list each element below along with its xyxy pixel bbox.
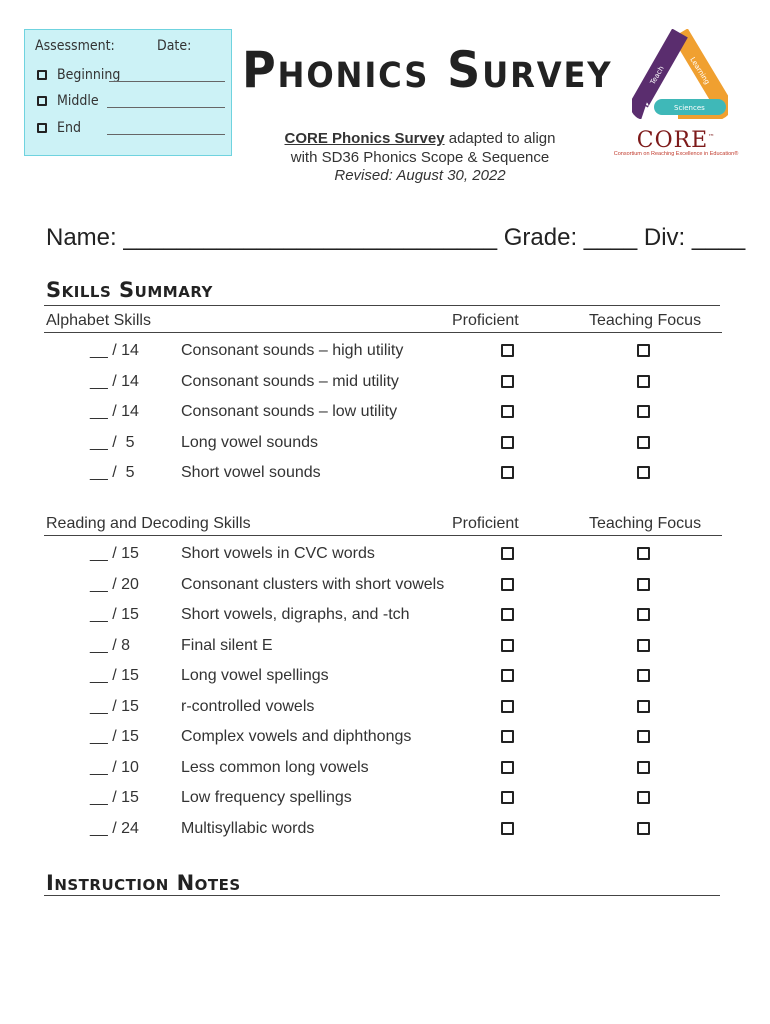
skill-row	[0, 667, 770, 691]
skill-row	[0, 403, 770, 427]
subtitle	[250, 130, 590, 147]
proficient-checkbox[interactable]	[501, 639, 514, 652]
skill-label: Short vowel sounds	[181, 464, 321, 481]
teaching-focus-checkbox[interactable]	[637, 578, 650, 591]
logo-word: Learning	[688, 55, 712, 86]
core-logo	[606, 128, 746, 157]
score-blank[interactable]: __ / 15	[90, 789, 139, 806]
skill-label: Consonant sounds – low utility	[181, 403, 398, 420]
score-blank[interactable]: __ / 10	[90, 758, 139, 776]
logo-word: Sciences	[674, 104, 705, 112]
col-proficient: Proficient	[452, 312, 519, 329]
core-tagline: Consortium on Reaching Excellence in Education®	[613, 151, 739, 157]
assessment-box	[24, 29, 232, 156]
alphabet-skills-header: Alphabet Skills	[46, 312, 151, 329]
assessment-header	[35, 38, 225, 54]
skill-row	[0, 434, 770, 458]
score-blank[interactable]: __ / 14	[90, 372, 139, 390]
score-blank[interactable]: __ / 14	[90, 403, 139, 420]
skill-label: Long vowel spellings	[181, 667, 329, 684]
date-blank[interactable]	[107, 107, 225, 108]
skill-label: Short vowels in CVC words	[181, 545, 375, 562]
skill-label: Less common long vowels	[181, 758, 369, 776]
divider	[44, 332, 722, 333]
subtitle-bold: CORE Phonics Survey	[284, 130, 445, 147]
score-blank[interactable]: __ / 20	[90, 575, 139, 593]
proficient-checkbox[interactable]	[501, 700, 514, 713]
option-label: Beginning	[57, 67, 121, 83]
skill-label: Consonant clusters with short vowels	[181, 575, 445, 593]
divider	[44, 305, 720, 306]
skill-row	[0, 545, 770, 569]
skill-row	[0, 820, 770, 844]
proficient-checkbox[interactable]	[501, 761, 514, 774]
checkbox[interactable]	[37, 123, 47, 133]
skill-label: Complex vowels and diphthongs	[181, 728, 412, 745]
teaching-focus-checkbox[interactable]	[637, 344, 650, 357]
skill-label: Short vowels, digraphs, and -tch	[181, 606, 410, 623]
skill-label: Final silent E	[181, 636, 273, 654]
proficient-checkbox[interactable]	[501, 466, 514, 479]
skill-row	[0, 637, 770, 661]
teaching-focus-checkbox[interactable]	[637, 791, 650, 804]
page-title: Phonics Survey	[242, 41, 613, 99]
divider	[44, 535, 722, 536]
teaching-focus-checkbox[interactable]	[637, 466, 650, 479]
proficient-checkbox[interactable]	[501, 344, 514, 357]
checkbox[interactable]	[37, 70, 47, 80]
teaching-focus-checkbox[interactable]	[637, 639, 650, 652]
teaching-focus-checkbox[interactable]	[637, 375, 650, 388]
proficient-checkbox[interactable]	[501, 375, 514, 388]
score-blank[interactable]: __ / 14	[90, 342, 139, 359]
divider	[44, 895, 720, 896]
col-teaching-focus: Teaching Focus	[589, 515, 702, 532]
student-info-line[interactable]: Name: ____________________________ Grade: ____ Div: ____	[46, 224, 746, 251]
date-blank[interactable]	[109, 81, 225, 82]
proficient-checkbox[interactable]	[501, 405, 514, 418]
teaching-focus-checkbox[interactable]	[637, 730, 650, 743]
skill-row	[0, 576, 770, 600]
score-blank[interactable]: __ / 15	[90, 728, 139, 745]
reading-skills-header: Reading and Decoding Skills	[46, 515, 251, 532]
score-blank[interactable]: __ / 8	[90, 636, 131, 654]
score-blank[interactable]: __ / 15	[90, 667, 139, 684]
proficient-checkbox[interactable]	[501, 436, 514, 449]
teaching-focus-checkbox[interactable]	[637, 700, 650, 713]
assessment-option-end[interactable]	[35, 120, 225, 140]
learning-sciences-logo	[632, 29, 728, 119]
skill-label: r-controlled vowels	[181, 697, 315, 715]
col-teaching-focus: Teaching Focus	[589, 312, 702, 329]
proficient-checkbox[interactable]	[501, 608, 514, 621]
skill-label: Consonant sounds – high utility	[181, 342, 404, 359]
checkbox[interactable]	[37, 96, 47, 106]
proficient-checkbox[interactable]	[501, 730, 514, 743]
skill-label: Multisyllabic words	[181, 819, 315, 837]
score-blank[interactable]: __ / 5	[90, 464, 135, 481]
score-blank[interactable]: __ / 24	[90, 819, 139, 837]
skill-label: Low frequency spellings	[181, 789, 352, 806]
skill-row	[0, 373, 770, 397]
skill-row	[0, 606, 770, 630]
proficient-checkbox[interactable]	[501, 578, 514, 591]
subtitle-rest: adapted to align	[444, 130, 556, 147]
skill-row	[0, 464, 770, 488]
subtitle-line2: with SD36 Phonics Scope & Sequence	[290, 149, 550, 166]
col-proficient: Proficient	[452, 515, 519, 532]
skills-summary-title: Skills Summary	[46, 278, 213, 302]
teaching-focus-checkbox[interactable]	[637, 822, 650, 835]
proficient-checkbox[interactable]	[501, 547, 514, 560]
score-blank[interactable]: __ / 15	[90, 545, 139, 562]
teaching-focus-checkbox[interactable]	[637, 761, 650, 774]
teaching-focus-checkbox[interactable]	[637, 669, 650, 682]
teaching-focus-checkbox[interactable]	[637, 436, 650, 449]
proficient-checkbox[interactable]	[501, 791, 514, 804]
assessment-option-beginning[interactable]	[35, 67, 225, 87]
option-label: End	[57, 120, 81, 136]
proficient-checkbox[interactable]	[501, 822, 514, 835]
logo-word: Teach	[648, 64, 666, 86]
teaching-focus-checkbox[interactable]	[637, 608, 650, 621]
revised-date: Revised: August 30, 2022	[334, 167, 506, 184]
score-blank[interactable]: __ / 15	[90, 606, 139, 623]
date-blank[interactable]	[107, 134, 225, 135]
core-word: CORE™	[636, 128, 716, 153]
skill-row	[0, 759, 770, 783]
skill-label: Long vowel sounds	[181, 433, 318, 451]
teaching-focus-checkbox[interactable]	[637, 547, 650, 560]
date-label: Date:	[157, 38, 192, 54]
skill-row	[0, 789, 770, 813]
score-blank[interactable]: __ / 15	[90, 697, 139, 715]
assessment-option-middle[interactable]	[35, 93, 225, 113]
option-label: Middle	[57, 93, 99, 109]
assessment-label: Assessment:	[35, 38, 115, 54]
proficient-checkbox[interactable]	[501, 669, 514, 682]
skill-row	[0, 728, 770, 752]
skill-label: Consonant sounds – mid utility	[181, 372, 399, 390]
teaching-focus-checkbox[interactable]	[637, 405, 650, 418]
instruction-notes-title: Instruction Notes	[46, 871, 241, 895]
score-blank[interactable]: __ / 5	[90, 433, 135, 451]
skill-row	[0, 698, 770, 722]
skill-row	[0, 342, 770, 366]
